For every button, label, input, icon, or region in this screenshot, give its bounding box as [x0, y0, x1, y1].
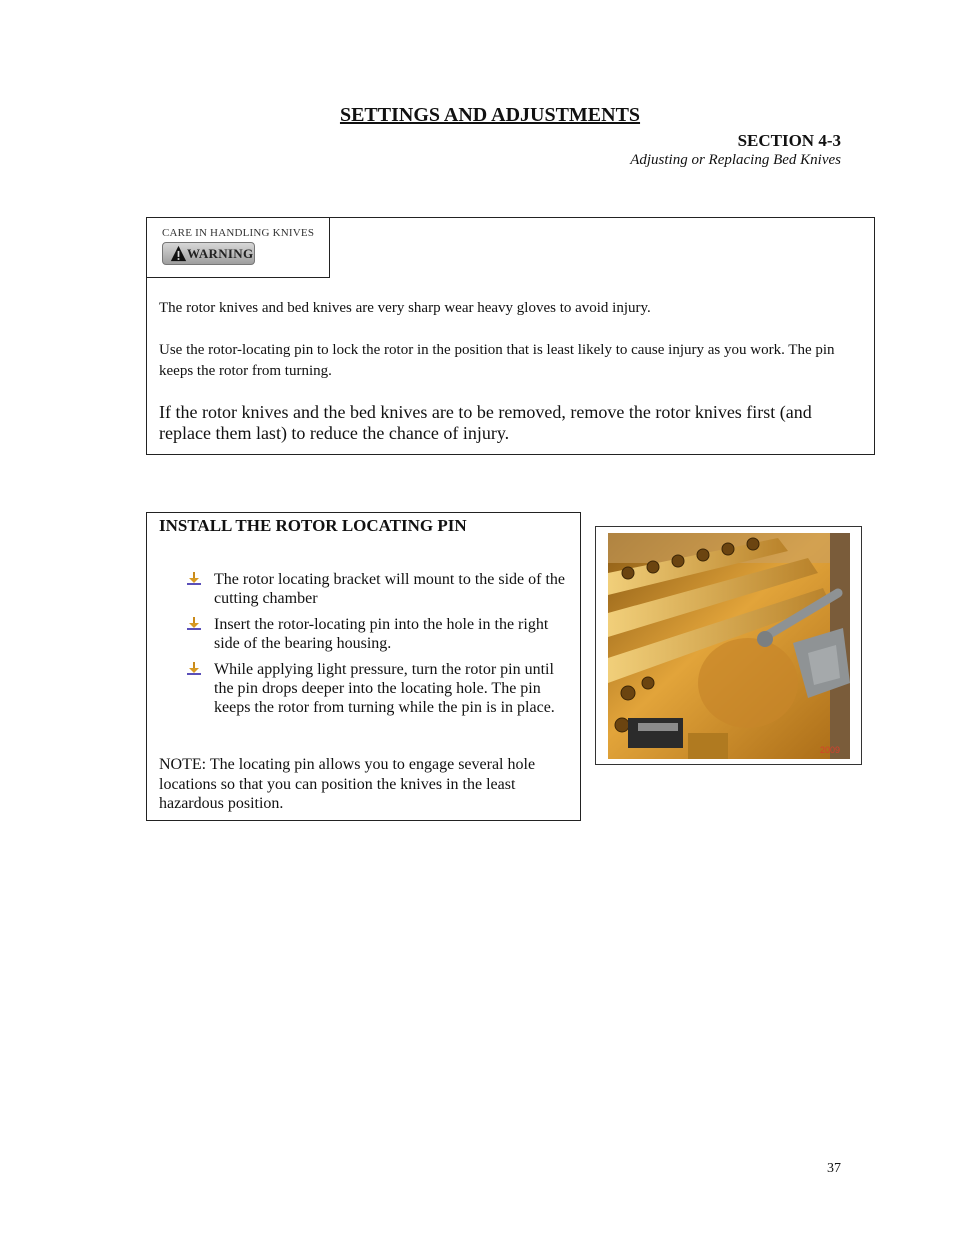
warning-label-cell [147, 218, 330, 278]
install-note: NOTE: The locating pin allows you to engage several hole locations so that you can position the knives in the least hazardous position. [159, 756, 536, 812]
install-box [146, 512, 581, 821]
warning-box [146, 217, 875, 455]
page-number: 37 [827, 1161, 841, 1176]
warning-paragraph: The rotor knives and bed knives are very sharp wear heavy gloves to avoid injury. [159, 300, 651, 316]
warning-triangle-icon [170, 245, 187, 262]
rotor-locating-pin-photo [608, 533, 850, 759]
photo-date-stamp: 2009 [819, 745, 840, 755]
install-step: The rotor locating bracket will mount to the side of the cutting chamber [214, 571, 566, 607]
bullet-arrow-icon [187, 617, 201, 631]
photo-frame [595, 526, 862, 765]
warning-paragraph: Use the rotor-locating pin to lock the rotor in the position that is least likely to cause injury as you work. The pin keeps the rotor from turning. [159, 342, 835, 379]
bullet-arrow-icon [187, 662, 201, 676]
care-in-handling-label: CARE IN HANDLING KNIVES [162, 227, 315, 239]
install-heading: INSTALL THE ROTOR LOCATING PIN [159, 516, 467, 535]
warning-paragraph: If the rotor knives and the bed knives are to be removed, remove the rotor knives first (and replace them last) to reduce the chance of injury. [159, 402, 812, 443]
page-title: SETTINGS AND ADJUSTMENTS [339, 104, 641, 126]
install-step: Insert the rotor-locating pin into the hole in the right side of the bearing housing. [214, 616, 549, 652]
section-subtitle: Adjusting or Replacing Bed Knives [630, 152, 841, 168]
section-number: SECTION 4-3 [737, 131, 841, 150]
warning-badge-text: WARNING [187, 246, 254, 261]
bullet-arrow-icon [187, 572, 201, 586]
warning-badge [162, 242, 255, 265]
install-step: While applying light pressure, turn the rotor pin until the pin drops deeper into the locating hole. The pin keeps the rotor from turning while the pin is in place. [214, 661, 555, 716]
